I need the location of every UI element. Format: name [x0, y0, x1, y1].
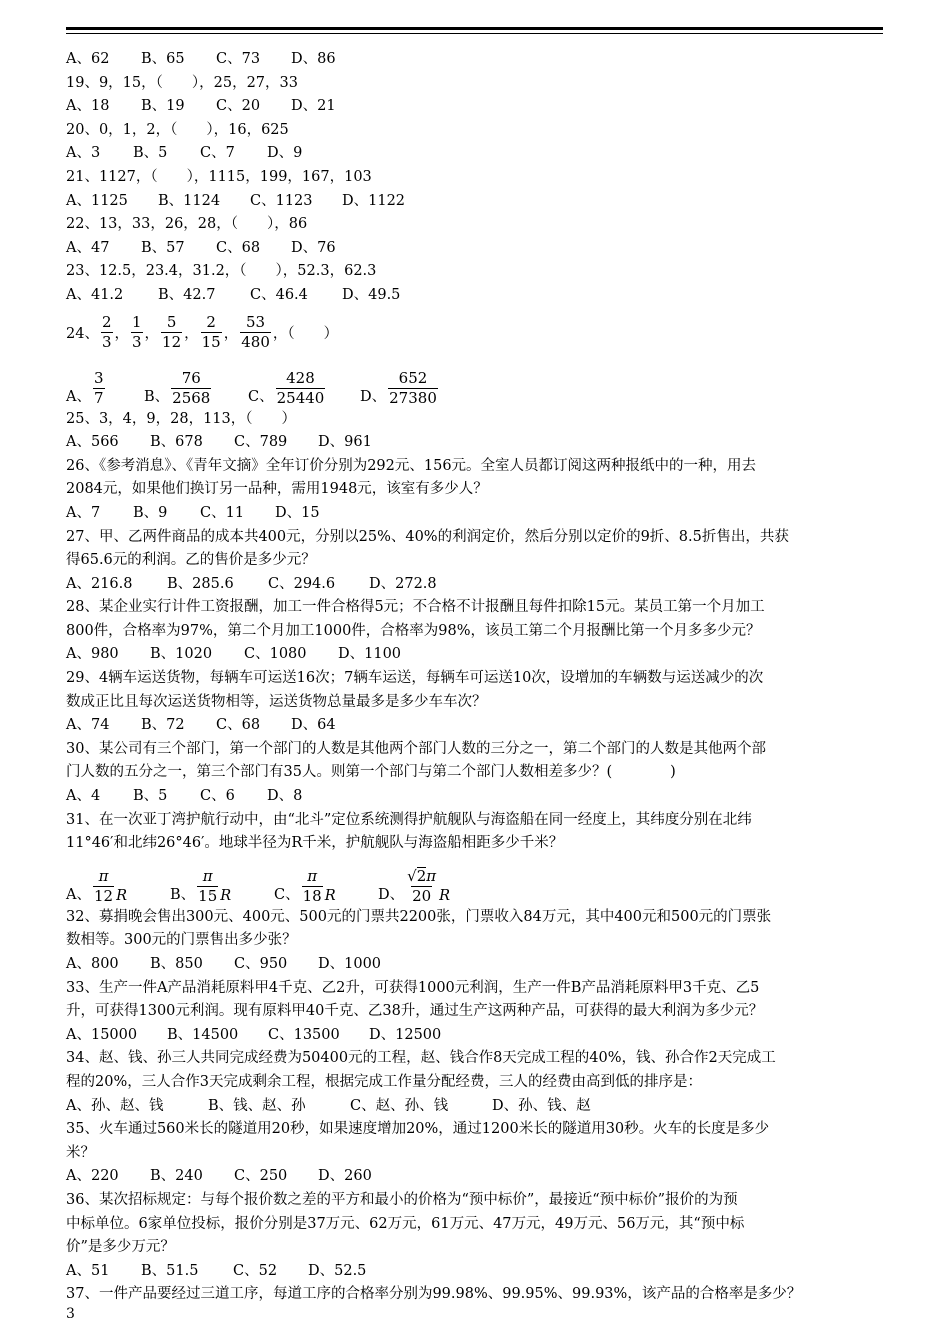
answer-options: [66, 1165, 886, 1189]
option-b: [170, 867, 274, 906]
question-24-suffix: ，（ ）: [272, 326, 339, 343]
option-a: A、3: [66, 145, 101, 162]
option-label: B、: [144, 388, 170, 405]
option-a: A、74: [66, 717, 110, 734]
option-d: D、86: [291, 51, 336, 67]
option-a: A、7: [66, 504, 101, 521]
option-label: D、: [378, 886, 405, 903]
option-b: B、1020: [150, 646, 213, 663]
option-c: C、250: [234, 1168, 288, 1185]
question-28: 28、某企业实行计件工资报酬，加工一件合格得5元；不合格不计报酬且每件扣除15元。某员工第一个月加工: [66, 599, 765, 616]
question-29: 29、4辆车运送货物，每辆车可运送16次；7辆车运送，每辆车可运送10次，设增加的车辆数与运送减少的次: [66, 670, 764, 687]
option-label: A、: [66, 886, 91, 903]
option-c: C、7: [200, 145, 235, 162]
question-32-cont: 数相等。300元的门票售出多少张？: [66, 932, 297, 949]
header-rule-thin: [66, 33, 883, 34]
answer-options: [66, 573, 886, 597]
denominator: 12: [162, 333, 182, 352]
fraction-1: [101, 313, 113, 352]
fraction: [93, 369, 105, 408]
option-a: A、216.8: [66, 575, 133, 592]
option-c: C、11: [200, 504, 245, 521]
option-b: B、65: [141, 51, 185, 67]
option-c: C、赵、孙、钱: [350, 1097, 449, 1114]
fraction-5: [240, 313, 271, 352]
option-d: D、孙、钱、赵: [492, 1097, 591, 1114]
option-c: C、46.4: [250, 286, 308, 303]
option-d: D、52.5: [308, 1262, 367, 1279]
denominator: 18: [302, 886, 322, 905]
option-b: B、678: [150, 434, 203, 451]
comma: ，: [184, 326, 199, 343]
option-d: D、9: [267, 145, 303, 162]
answer-options: [66, 358, 886, 408]
option-a: A、566: [66, 434, 119, 451]
answer-options: [66, 785, 886, 809]
answer-options: [66, 237, 886, 261]
question-25: 25、3，4，9，28，113，（ ）: [66, 410, 297, 427]
denominator: 20: [412, 886, 432, 905]
numerator: 428: [286, 368, 315, 387]
fraction: [302, 867, 323, 906]
numerator: π: [202, 866, 213, 885]
option-a: A、220: [66, 1168, 119, 1185]
denominator: 27380: [389, 388, 437, 407]
numerator: 652: [398, 368, 428, 387]
option-b: B、57: [141, 239, 185, 256]
numerator: 3: [93, 368, 104, 387]
denominator: 15: [201, 333, 221, 352]
option-b: B、1124: [158, 192, 221, 209]
option-d: D、8: [267, 788, 303, 805]
pi: π: [426, 866, 437, 885]
option-label: C、: [274, 886, 300, 903]
option-b: B、19: [141, 98, 185, 115]
option-label: A、: [66, 388, 91, 405]
question-36-cont: 中标单位。6家单位投标，报价分别是37万元、62万元，61万元、47万元，49万元、56万元，其“预中标: [66, 1215, 745, 1232]
option-b: B、42.7: [158, 286, 216, 303]
option-c: C、13500: [268, 1026, 340, 1043]
numerator: [406, 867, 437, 886]
question-36: 36、某次招标规定：与每个报价数之差的平方和最小的价格为“预中标价”，最接近“预中标价”报价的为预: [66, 1191, 738, 1208]
question-29-cont: 数成正比且每次运送货物相等，运送货物总量最多是多少车车次？: [66, 693, 487, 710]
option-c: [248, 369, 360, 408]
option-d: D、76: [291, 239, 336, 256]
answer-options: [66, 190, 886, 214]
denominator: 480: [241, 333, 270, 352]
option-d: D、12500: [369, 1026, 442, 1043]
question-20: 20、0，1，2，（ ），16，625: [66, 121, 289, 138]
option-a: A、41.2: [66, 286, 124, 303]
header-rule-thick: [66, 27, 883, 30]
denominator: 15: [198, 886, 218, 905]
answer-options: [66, 714, 886, 738]
fraction-4: [201, 313, 222, 352]
question-27-cont: 得65.6元的利润。乙的售价是多少元？: [66, 552, 316, 569]
option-b: B、51.5: [141, 1262, 199, 1279]
fraction: [276, 369, 326, 408]
option-a: A、47: [66, 239, 110, 256]
answer-options: [66, 431, 886, 455]
option-c: C、950: [234, 956, 288, 972]
page-number: 3: [66, 1306, 75, 1322]
answer-options: [66, 48, 886, 72]
radicand: 2: [416, 866, 427, 885]
option-b: B、14500: [167, 1026, 239, 1043]
option-d: D、1122: [342, 192, 406, 209]
option-d: D、64: [291, 717, 336, 734]
answer-options: [66, 284, 886, 308]
comma: ，: [114, 326, 129, 343]
option-a: A、1125: [66, 192, 128, 209]
question-33: 33、生产一件A产品消耗原料甲4千克、乙2升，可获得1000元利润，生产一件B产品消耗原料甲3千克、乙5: [66, 979, 760, 996]
fraction: [93, 867, 114, 906]
numerator: 1: [132, 313, 142, 332]
option-d: D、961: [318, 434, 372, 451]
answer-options: [66, 953, 886, 977]
question-37: 37、一件产品要经过三道工序，每道工序的合格率分别为99.98%、99.95%、99.93%，该产品的合格率是多少？: [66, 1286, 802, 1303]
variable-r: R: [324, 887, 336, 904]
question-30-cont: 门人数的五分之一，第三个部门有35人。则第一个部门与第二个部门人数相差多少？( ): [66, 764, 676, 781]
answer-options: [66, 142, 886, 166]
denominator: 7: [93, 388, 104, 407]
option-d: [360, 369, 440, 408]
option-b: B、850: [150, 956, 203, 972]
option-a: [66, 369, 144, 408]
option-label: B、: [170, 886, 196, 903]
option-d: D、1100: [338, 646, 402, 663]
sqrt-expression: [407, 867, 426, 886]
option-b: B、285.6: [167, 575, 234, 592]
option-b: B、72: [141, 717, 185, 734]
question-24: [66, 308, 886, 358]
option-b: B、240: [150, 1168, 203, 1185]
question-31: 31、在一次亚丁湾护航行动中，由“北斗”定位系统测得护航舰队与海盗船在同一经度上，其纬度分别在北纬: [66, 811, 752, 828]
denominator: 3: [101, 333, 112, 352]
fraction: [388, 369, 438, 408]
option-c: [274, 867, 378, 906]
option-c: C、789: [234, 434, 288, 451]
option-d: D、15: [275, 504, 320, 521]
fraction-3: [161, 313, 182, 352]
option-c: C、52: [233, 1262, 278, 1279]
fraction: [406, 867, 437, 906]
option-d: D、272.8: [369, 575, 437, 592]
answer-options: [66, 1260, 886, 1284]
question-34-cont: 程的20%，三人合作3天完成剩余工程，根据完成工作量分配经费，三人的经费由高到低的排序是：: [66, 1073, 702, 1090]
numerator: 76: [181, 368, 201, 387]
radical-sign: √: [407, 866, 417, 885]
answer-options: [66, 1024, 886, 1048]
option-d: D、260: [318, 1168, 372, 1185]
question-24-prefix: 24、: [66, 326, 99, 343]
option-a: A、62: [66, 51, 110, 67]
option-a: A、800: [66, 956, 119, 972]
question-36-cont2: 价”是多少万元？: [66, 1239, 175, 1256]
option-b: B、钱、赵、孙: [208, 1097, 306, 1114]
numerator: 2: [206, 313, 216, 332]
option-b: B、9: [133, 504, 168, 521]
question-28-cont: 800件，合格率为97%，第二个月加工1000件，合格率为98%，该员工第二个月报酬比第一个月多多少元？: [66, 622, 761, 639]
answer-options: [66, 95, 886, 119]
denominator: 25440: [276, 388, 325, 407]
question-33-cont: 升，可获得1300元利润。现有原料甲40千克、乙38升，通过生产这两种产品，可获得的最大利润为多少元？: [66, 1003, 764, 1020]
comma: ，: [144, 326, 160, 343]
option-c: C、6: [200, 788, 235, 805]
question-30: 30、某公司有三个部门，第一个部门的人数是其他两个部门人数的三分之一，第二个部门的人数是其他两个部: [66, 740, 766, 757]
option-d: D、21: [291, 98, 336, 115]
question-22: 22、13，33，26，28，（ ），86: [66, 216, 308, 233]
fraction: [171, 369, 211, 408]
variable-r: R: [220, 887, 232, 904]
option-a: A、51: [66, 1262, 110, 1279]
fraction-2: [131, 313, 143, 352]
document-body: [66, 48, 886, 1307]
option-d: D、1000: [318, 956, 382, 972]
option-c: C、73: [216, 51, 261, 67]
option-b: [144, 369, 248, 408]
option-c: C、20: [216, 98, 261, 115]
option-c: C、68: [216, 239, 261, 256]
option-a: [66, 867, 170, 906]
question-19: 19、9，15，（ ），25，27，33: [66, 74, 298, 91]
question-35: 35、火车通过560米长的隧道用20秒，如果速度增加20%，通过1200米长的隧道用30秒。火车的长度是多少: [66, 1121, 770, 1138]
option-c: C、1080: [244, 646, 307, 663]
answer-options: [66, 856, 886, 906]
option-a: A、980: [66, 646, 119, 663]
question-21: 21、1127，（ ），1115，199，167，103: [66, 168, 372, 185]
numerator: π: [98, 866, 109, 885]
question-32: 32、募捐晚会售出300元、400元、500元的门票共2200张，门票收入84万元，其中400元和500元的门票张: [66, 908, 772, 925]
numerator: 2: [101, 313, 112, 332]
question-26-cont: 2084元，如果他们换订另一品种，需用1948元，该室有多少人？: [66, 481, 488, 498]
fraction: [197, 867, 218, 906]
answer-options: [66, 502, 886, 526]
option-c: C、1123: [250, 192, 313, 209]
denominator: 12: [93, 886, 114, 905]
comma: ，: [223, 326, 239, 343]
option-b: B、5: [133, 145, 168, 162]
option-a: A、18: [66, 98, 110, 115]
option-d: [378, 867, 450, 906]
option-label: D、: [360, 388, 387, 405]
variable-r: R: [439, 887, 451, 904]
question-34: 34、赵、钱、孙三人共同完成经费为50400元的工程，赵、钱合作8天完成工程的40%，钱、孙合作2天完成工: [66, 1050, 776, 1067]
question-26: 26、《参考消息》、《青年文摘》全年订价分别为292元、156元。全室人员都订阅这两种报纸中的一种，用去: [66, 457, 757, 474]
option-b: B、5: [133, 788, 168, 805]
option-a: A、孙、赵、钱: [66, 1097, 164, 1114]
numerator: 5: [166, 313, 177, 332]
answer-options: [66, 643, 886, 667]
option-a: A、4: [66, 788, 101, 805]
option-a: A、15000: [66, 1026, 138, 1043]
option-d: D、49.5: [342, 286, 401, 303]
variable-r: R: [116, 887, 127, 904]
answer-options: [66, 1095, 886, 1119]
denominator: 3: [132, 333, 142, 352]
numerator: π: [307, 866, 318, 885]
option-c: C、294.6: [268, 575, 336, 592]
numerator: 53: [246, 313, 266, 332]
question-35-cont: 米？: [66, 1144, 95, 1161]
question-27: 27、甲、乙两件商品的成本共400元，分别以25%、40%的利润定价，然后分别以定价的9折、8.5折售出，共获: [66, 528, 789, 545]
question-23: 23、12.5，23.4，31.2，（ ），52.3，62.3: [66, 263, 377, 280]
option-label: C、: [248, 388, 274, 405]
denominator: 2568: [172, 388, 211, 407]
question-31-cont: 11°46′和北纬26°46′。地球半径为R千米，护航舰队与海盗船相距多少千米？: [66, 835, 564, 852]
option-c: C、68: [216, 717, 261, 734]
